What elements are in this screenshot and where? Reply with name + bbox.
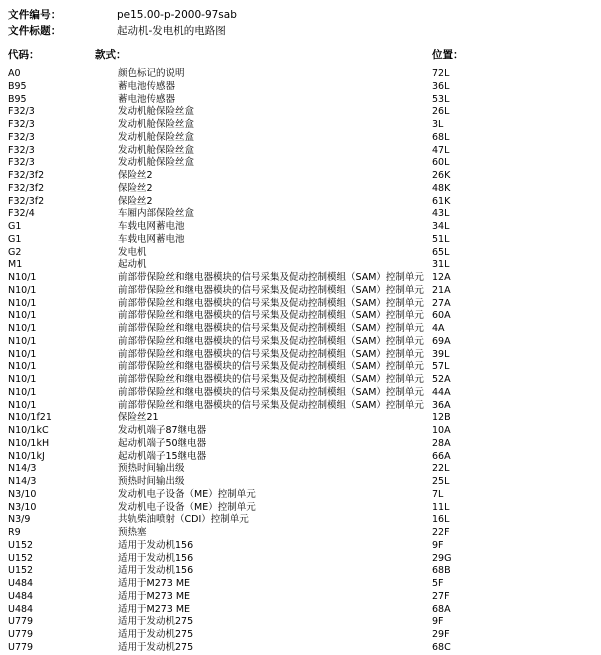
cell-code: U484 [8, 590, 34, 602]
cell-code: N10/1kH [8, 437, 50, 449]
table-row [0, 221, 601, 234]
cell-model: 前部带保险丝和继电器模块的信号采集及促动控制模组（SAM）控制单元 [118, 310, 424, 322]
table-row [0, 272, 601, 285]
cell-model: 前部带保险丝和继电器模块的信号采集及促动控制模组（SAM）控制单元 [118, 323, 424, 334]
cell-model: 预热塞 [118, 527, 147, 538]
cell-model: 适用于M273 ME [118, 578, 191, 589]
component-table [0, 68, 601, 655]
table-row [0, 119, 601, 132]
cell-code: B95 [8, 80, 27, 92]
table-row [0, 616, 601, 629]
cell-code: R9 [8, 527, 21, 538]
cell-model: 车载电网蓄电池 [118, 221, 185, 232]
cell-model: 适用于M273 ME [118, 590, 191, 602]
cell-position: 68B [432, 565, 451, 577]
cell-position: 47L [432, 144, 450, 156]
cell-position: 9F [432, 539, 444, 551]
cell-model: 适用于发动机156 [118, 552, 194, 564]
cell-model: 发动机电子设备（ME）控制单元 [118, 501, 256, 513]
cell-code: F32/3 [8, 157, 35, 169]
cell-position: 26K [432, 170, 451, 181]
cell-code: N3/10 [8, 501, 37, 513]
cell-code: N3/10 [8, 488, 37, 500]
cell-position: 28A [432, 437, 451, 449]
cell-code: N10/1 [8, 284, 37, 296]
cell-position: 34L [432, 221, 450, 232]
cell-code: U484 [8, 578, 34, 589]
cell-position: 3L [432, 119, 444, 130]
cell-position: 52A [432, 374, 451, 385]
cell-code: N10/1 [8, 348, 37, 360]
cell-model: 前部带保险丝和继电器模块的信号采集及促动控制模组（SAM）控制单元 [118, 284, 424, 296]
document-number-value: pe15.00-p-2000-97sab [117, 9, 237, 21]
cell-code: U152 [8, 539, 34, 551]
cell-position: 9F [432, 616, 444, 628]
cell-model: 前部带保险丝和继电器模块的信号采集及促动控制模组（SAM）控制单元 [118, 297, 424, 309]
cell-position: 5F [432, 578, 444, 589]
table-row [0, 553, 601, 566]
cell-code: F32/4 [8, 208, 35, 220]
table-row [0, 157, 601, 170]
column-header-position: 位置： [432, 49, 464, 61]
cell-code: U152 [8, 565, 34, 577]
cell-code: N10/1 [8, 310, 37, 322]
cell-model: 前部带保险丝和继电器模块的信号采集及促动控制模组（SAM）控制单元 [118, 386, 424, 398]
table-row [0, 323, 601, 336]
table-row [0, 374, 601, 387]
document-header [0, 7, 601, 39]
cell-model: 前部带保险丝和继电器模块的信号采集及促动控制模组（SAM）控制单元 [118, 272, 424, 283]
table-row [0, 400, 601, 413]
table-row [0, 106, 601, 119]
table-row [0, 463, 601, 476]
cell-code: N10/1 [8, 374, 37, 385]
cell-position: 27A [432, 297, 451, 309]
cell-code: U779 [8, 616, 34, 628]
cell-code: F32/3 [8, 144, 35, 156]
cell-position: 44A [432, 386, 451, 398]
cell-position: 7L [432, 488, 444, 500]
table-row [0, 183, 601, 196]
cell-position: 53L [432, 93, 450, 105]
table-row [0, 629, 601, 642]
table-row [0, 361, 601, 374]
cell-position: 11L [432, 501, 450, 513]
cell-position: 29G [432, 552, 452, 564]
cell-position: 12B [432, 412, 451, 424]
cell-code: N10/1 [8, 297, 37, 309]
cell-model: 发动机舱保险丝盒 [118, 157, 195, 169]
cell-code: N10/1 [8, 361, 37, 373]
cell-model: 蓄电池传感器 [118, 80, 176, 92]
table-row [0, 132, 601, 145]
cell-model: 适用于M273 ME [118, 603, 191, 615]
cell-code: B95 [8, 93, 27, 105]
table-row [0, 489, 601, 502]
cell-model: 起动机端子15继电器 [118, 450, 207, 462]
cell-position: 68C [432, 641, 451, 653]
cell-code: N10/1 [8, 272, 37, 283]
cell-code: G2 [8, 246, 22, 258]
cell-code: U484 [8, 603, 34, 615]
cell-position: 22L [432, 463, 450, 475]
table-row [0, 514, 601, 527]
table-row [0, 476, 601, 489]
cell-code: F32/3 [8, 119, 35, 130]
cell-code: F32/3f2 [8, 170, 45, 181]
cell-code: G1 [8, 221, 22, 232]
table-row [0, 540, 601, 553]
document-number-label: 文件编号： [8, 9, 62, 21]
cell-position: 26L [432, 106, 450, 118]
cell-position: 36A [432, 399, 451, 411]
cell-model: 车载电网蓄电池 [118, 233, 185, 245]
document-title-value: 起动机-发电机的电路图 [117, 25, 226, 37]
cell-position: 31L [432, 259, 450, 271]
cell-position: 69A [432, 335, 451, 347]
cell-model: 车厢内部保险丝盒 [118, 208, 195, 220]
table-row [0, 285, 601, 298]
table-row [0, 349, 601, 362]
cell-position: 43L [432, 208, 450, 220]
cell-code: N10/1 [8, 335, 37, 347]
cell-position: 60L [432, 157, 450, 169]
cell-model: 发电机 [118, 246, 147, 258]
cell-model: 预热时间输出级 [118, 463, 185, 475]
cell-model: 适用于发动机275 [118, 641, 194, 653]
cell-model: 保险丝2 [118, 182, 153, 194]
cell-position: 39L [432, 348, 450, 360]
cell-position: 68A [432, 603, 451, 615]
cell-code: U779 [8, 641, 34, 653]
cell-code: M1 [8, 259, 23, 271]
cell-position: 57L [432, 361, 450, 373]
cell-position: 16L [432, 514, 450, 526]
cell-position: 25L [432, 476, 450, 487]
table-row [0, 310, 601, 323]
cell-model: 发动机舱保险丝盒 [118, 106, 195, 118]
cell-code: F32/3f2 [8, 182, 45, 194]
table-row [0, 502, 601, 515]
table-row [0, 234, 601, 247]
cell-model: 起动机 [118, 259, 147, 271]
table-row [0, 170, 601, 183]
table-row [0, 527, 601, 540]
cell-model: 前部带保险丝和继电器模块的信号采集及促动控制模组（SAM）控制单元 [118, 361, 424, 373]
cell-position: 36L [432, 80, 450, 92]
column-header-model: 款式： [95, 49, 127, 61]
cell-code: U152 [8, 552, 34, 564]
cell-code: N10/1kJ [8, 450, 45, 462]
cell-model: 前部带保险丝和继电器模块的信号采集及促动控制模组（SAM）控制单元 [118, 374, 424, 385]
table-row [0, 591, 601, 604]
cell-model: 蓄电池传感器 [118, 93, 176, 105]
cell-position: 60A [432, 310, 451, 322]
cell-position: 27F [432, 590, 450, 602]
table-row [0, 247, 601, 260]
table-row [0, 438, 601, 451]
cell-position: 12A [432, 272, 451, 283]
cell-position: 68L [432, 131, 450, 143]
cell-model: 保险丝2 [118, 195, 153, 207]
cell-code: N10/1 [8, 323, 37, 334]
cell-model: 保险丝2 [118, 170, 153, 181]
cell-model: 发动机端子87继电器 [118, 425, 207, 436]
cell-position: 21A [432, 284, 451, 296]
table-row [0, 196, 601, 209]
cell-model: 发动机舱保险丝盒 [118, 131, 195, 143]
table-row [0, 81, 601, 94]
cell-code: N10/1kC [8, 425, 49, 436]
cell-code: N10/1f21 [8, 412, 52, 424]
table-row [0, 604, 601, 617]
cell-model: 适用于发动机275 [118, 629, 194, 640]
document-title-row [0, 23, 601, 39]
cell-model: 发动机舱保险丝盒 [118, 144, 195, 156]
table-row [0, 145, 601, 158]
cell-model: 适用于发动机156 [118, 565, 194, 577]
cell-model: 保险丝21 [118, 412, 159, 424]
cell-model: 适用于发动机275 [118, 616, 194, 628]
table-row [0, 642, 601, 655]
document-number-row [0, 7, 601, 23]
table-row [0, 336, 601, 349]
table-row [0, 208, 601, 221]
table-row [0, 412, 601, 425]
cell-code: F32/3 [8, 131, 35, 143]
cell-position: 22F [432, 527, 450, 538]
column-header-code: 代码： [8, 49, 40, 61]
cell-position: 48K [432, 182, 451, 194]
table-row [0, 68, 601, 81]
cell-model: 预热时间输出级 [118, 476, 185, 487]
cell-model: 共轨柴油喷射（CDI）控制单元 [118, 514, 249, 526]
cell-code: F32/3 [8, 106, 35, 118]
table-row [0, 259, 601, 272]
cell-code: N14/3 [8, 476, 37, 487]
cell-position: 72L [432, 68, 450, 79]
cell-model: 前部带保险丝和继电器模块的信号采集及促动控制模组（SAM）控制单元 [118, 399, 424, 411]
table-row [0, 387, 601, 400]
table-column-headers [0, 47, 601, 63]
cell-model: 发动机电子设备（ME）控制单元 [118, 488, 256, 500]
cell-model: 发动机舱保险丝盒 [118, 119, 195, 130]
table-row [0, 451, 601, 464]
cell-model: 前部带保险丝和继电器模块的信号采集及促动控制模组（SAM）控制单元 [118, 335, 424, 347]
document-title-label: 文件标题： [8, 25, 62, 37]
cell-code: G1 [8, 233, 22, 245]
table-row [0, 94, 601, 107]
cell-position: 66A [432, 450, 451, 462]
cell-code: U779 [8, 629, 34, 640]
cell-model: 前部带保险丝和继电器模块的信号采集及促动控制模组（SAM）控制单元 [118, 348, 424, 360]
cell-code: N10/1 [8, 386, 37, 398]
table-row [0, 425, 601, 438]
cell-model: 起动机端子50继电器 [118, 437, 207, 449]
table-row [0, 578, 601, 591]
cell-model: 适用于发动机156 [118, 539, 194, 551]
cell-code: N10/1 [8, 399, 37, 411]
cell-position: 61K [432, 195, 451, 207]
cell-position: 51L [432, 233, 450, 245]
cell-model: 颜色标记的说明 [118, 68, 185, 79]
cell-position: 65L [432, 246, 450, 258]
cell-code: A0 [8, 68, 21, 79]
cell-code: N3/9 [8, 514, 31, 526]
cell-code: N14/3 [8, 463, 37, 475]
cell-position: 4A [432, 323, 445, 334]
cell-position: 10A [432, 425, 451, 436]
cell-position: 29F [432, 629, 450, 640]
table-row [0, 565, 601, 578]
table-row [0, 298, 601, 311]
cell-code: F32/3f2 [8, 195, 45, 207]
